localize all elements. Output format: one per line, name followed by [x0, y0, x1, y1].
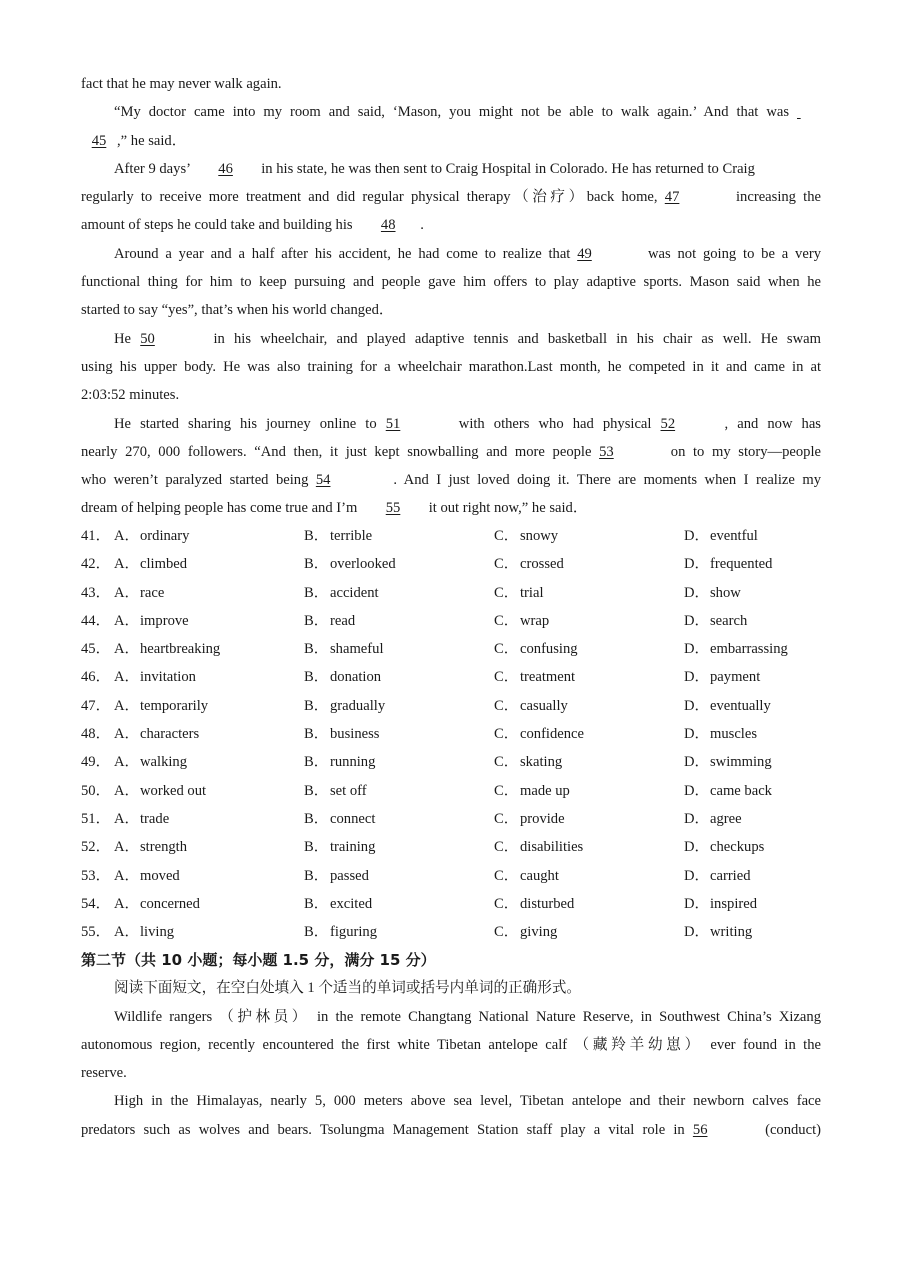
option-text: crossed — [520, 556, 564, 573]
option-text: payment — [710, 669, 761, 686]
option-letter: A． — [114, 895, 140, 912]
passage-line — [81, 466, 821, 494]
blank-45-start — [797, 98, 821, 126]
passage-text: functional thing for him to keep pursuing and people gave him offers to play adaptive sports. Mason said when he — [81, 274, 821, 291]
passage-text: He started sharing his journey online to — [114, 415, 377, 432]
question-number: 41． — [81, 528, 111, 544]
option-text: living — [140, 924, 175, 941]
option-text: casually — [520, 697, 568, 714]
blank-51: 51 — [385, 415, 401, 432]
option-d — [684, 522, 758, 550]
passage-text: 2:03:52 minutes. — [81, 387, 180, 404]
option-row — [81, 862, 841, 890]
passage-text: in his wheelchair, and played adaptive tennis and basketball in his chair as well. He swam — [213, 330, 821, 347]
option-text: excited — [330, 895, 373, 912]
option-letter: D． — [684, 810, 710, 827]
option-a — [114, 522, 189, 550]
option-a — [114, 607, 189, 635]
option-text: came back — [710, 782, 772, 799]
option-b — [304, 805, 375, 833]
option-a — [114, 918, 174, 946]
section-heading: 第二节（共 10 小题；每小题 1.5 分，满分 15 分） — [81, 951, 436, 969]
passage-text: (conduct) — [765, 1121, 821, 1138]
cloze-passage — [81, 70, 821, 523]
option-letter: C． — [494, 726, 519, 743]
option-text: disturbed — [520, 895, 575, 912]
option-row — [81, 918, 841, 946]
option-row — [81, 607, 841, 635]
option-a — [114, 692, 208, 720]
option-text: provide — [520, 810, 565, 827]
question-number: 51． — [81, 810, 111, 827]
question-number: 52． — [81, 839, 111, 856]
option-text: donation — [330, 669, 382, 686]
option-text: overlooked — [330, 556, 396, 573]
option-letter: C． — [494, 924, 519, 941]
option-b — [304, 833, 375, 861]
question-number: 55． — [81, 924, 111, 941]
option-text: confusing — [520, 641, 578, 658]
option-c — [494, 663, 575, 691]
option-row — [81, 579, 841, 607]
passage-line — [81, 325, 821, 353]
passage-text: predators such as wolves and bears. Tsolungma Management Station staff play a vital role in — [81, 1121, 685, 1138]
option-b — [304, 579, 379, 607]
option-text: ordinary — [140, 528, 190, 544]
option-a — [114, 777, 206, 805]
option-text: concerned — [140, 895, 200, 912]
passage-text: started to say “yes”, that’s when his world changed． — [81, 302, 394, 319]
passage-line — [81, 494, 821, 522]
passage-text: Wildlife rangers （护林员） in the remote Changtang National Nature Reserve, in Southwest China’s Xizang — [114, 1008, 821, 1025]
option-letter: B． — [304, 584, 329, 601]
option-text: writing — [710, 924, 753, 941]
option-letter: A． — [114, 782, 140, 799]
option-letter: B． — [304, 867, 329, 884]
passage-text: who weren’t paralyzed started being — [81, 472, 309, 489]
passage-text: After 9 days’ — [114, 160, 190, 177]
option-text: worked out — [140, 782, 207, 799]
option-letter: A． — [114, 810, 140, 827]
option-text: improve — [140, 612, 189, 629]
option-c — [494, 833, 583, 861]
passage-line — [81, 1059, 821, 1087]
option-d — [684, 805, 742, 833]
passage-text: Around a year and a half after his accident, he had come to realize that — [114, 245, 571, 262]
answer-options — [81, 522, 841, 946]
option-letter: A． — [114, 528, 140, 544]
blank-48: 48 — [380, 217, 396, 234]
option-text: confidence — [520, 726, 585, 743]
option-letter: A． — [114, 556, 140, 573]
passage-line — [81, 1116, 821, 1144]
option-letter: B． — [304, 924, 329, 941]
option-d — [684, 607, 747, 635]
question-number: 50． — [81, 782, 111, 799]
option-a — [114, 550, 187, 578]
option-text: temporarily — [140, 697, 209, 714]
option-a — [114, 663, 196, 691]
option-letter: B． — [304, 556, 329, 573]
passage-line — [81, 1087, 821, 1115]
option-c — [494, 522, 558, 550]
option-letter: B． — [304, 612, 329, 629]
option-c — [494, 890, 574, 918]
option-text: accident — [330, 584, 379, 601]
option-row — [81, 550, 841, 578]
option-c — [494, 720, 584, 748]
option-letter: C． — [494, 839, 519, 856]
passage-text: in his state, he was then sent to Craig Hospital in Colorado. He has returned to Craig — [261, 160, 755, 177]
option-text: frequented — [710, 556, 773, 573]
option-c — [494, 862, 559, 890]
question-number: 45． — [81, 641, 111, 658]
option-b — [304, 692, 385, 720]
option-letter: D． — [684, 924, 710, 941]
option-letter: B． — [304, 810, 329, 827]
option-text: search — [710, 612, 748, 629]
option-letter: C． — [494, 697, 519, 714]
option-letter: C． — [494, 641, 519, 658]
passage-text: using his upper body. He was also training for a wheelchair marathon.Last month, he competed in it and came in at — [81, 358, 821, 375]
passage-line — [81, 240, 821, 268]
option-d — [684, 663, 760, 691]
blank-47: 47 — [664, 189, 680, 206]
option-text: invitation — [140, 669, 196, 686]
option-text: figuring — [330, 924, 378, 941]
option-text: skating — [520, 754, 563, 771]
option-letter: A． — [114, 924, 140, 941]
blank-46: 46 — [218, 160, 233, 177]
option-text: embarrassing — [710, 641, 788, 658]
option-c — [494, 777, 570, 805]
passage-text: dream of helping people has come true and I’m — [81, 500, 358, 517]
option-row — [81, 663, 841, 691]
option-text: caught — [520, 867, 559, 884]
option-text: made up — [520, 782, 570, 799]
blank-49: 49 — [577, 245, 592, 262]
option-letter: D． — [684, 782, 710, 799]
option-text: characters — [140, 726, 200, 743]
option-letter: C． — [494, 782, 519, 799]
question-number: 54． — [81, 895, 111, 912]
option-c — [494, 748, 562, 776]
passage-text: increasing the — [736, 189, 822, 206]
option-row — [81, 748, 841, 776]
passage-text: regularly to receive more treatment and did regular physical therapy（治疗）back home, — [81, 189, 658, 206]
passage-line — [81, 268, 821, 296]
passage-text: was not going to be a very — [648, 245, 821, 262]
option-d — [684, 833, 764, 861]
blank-53: 53 — [599, 443, 614, 460]
passage-line — [81, 70, 821, 98]
passage-text: nearly 270, 000 followers. “And then, it just kept snowballing and more people — [81, 443, 592, 460]
option-text: show — [710, 584, 741, 601]
option-text: set off — [330, 782, 367, 799]
blank-52: 52 — [660, 415, 676, 432]
option-letter: D． — [684, 697, 710, 714]
option-a — [114, 805, 169, 833]
option-letter: C． — [494, 612, 519, 629]
passage-text: fact that he may never walk again. — [81, 76, 282, 92]
option-c — [494, 918, 557, 946]
passage-text: He — [114, 330, 132, 347]
option-text: passed — [330, 867, 369, 884]
passage-line — [81, 155, 821, 183]
option-letter: C． — [494, 895, 519, 912]
question-number: 47． — [81, 697, 111, 714]
passage-text: with others who had physical — [458, 415, 652, 432]
option-d — [684, 692, 771, 720]
option-letter: D． — [684, 641, 710, 658]
passage-line — [81, 353, 821, 381]
option-text: race — [140, 584, 165, 601]
option-text: giving — [520, 924, 558, 941]
option-a — [114, 635, 220, 663]
option-letter: D． — [684, 556, 710, 573]
option-letter: A． — [114, 867, 140, 884]
option-row — [81, 833, 841, 861]
option-row — [81, 522, 841, 550]
option-text: snowy — [520, 528, 559, 544]
option-letter: C． — [494, 669, 519, 686]
option-letter: D． — [684, 584, 710, 601]
option-letter: D． — [684, 669, 710, 686]
option-text: climbed — [140, 556, 188, 573]
option-letter: D． — [684, 726, 710, 743]
option-letter: D． — [684, 867, 710, 884]
option-a — [114, 862, 180, 890]
passage-text: amount of steps he could take and building his — [81, 217, 353, 234]
option-letter: D． — [684, 612, 710, 629]
option-d — [684, 777, 772, 805]
option-letter: A． — [114, 754, 140, 771]
option-text: trade — [140, 810, 170, 827]
option-letter: D． — [684, 839, 710, 856]
option-letter: B． — [304, 697, 329, 714]
blank-55: 55 — [385, 500, 401, 517]
option-b — [304, 918, 377, 946]
option-text: walking — [140, 754, 188, 771]
passage-line — [81, 211, 821, 239]
option-a — [114, 833, 187, 861]
option-row — [81, 635, 841, 663]
option-text: gradually — [330, 697, 386, 714]
option-text: moved — [140, 867, 180, 884]
passage-text: , and now has — [724, 415, 821, 432]
option-c — [494, 692, 568, 720]
option-text: agree — [710, 810, 742, 827]
question-number: 53． — [81, 867, 111, 884]
option-text: treatment — [520, 669, 576, 686]
instruction-text: 阅读下面短文，在空白处填入 1 个适当的单词或括号内单词的正确形式。 — [114, 980, 582, 997]
option-letter: A． — [114, 612, 140, 629]
option-a — [114, 720, 199, 748]
passage-line — [81, 183, 821, 211]
option-row — [81, 692, 841, 720]
option-b — [304, 635, 384, 663]
option-b — [304, 748, 375, 776]
option-letter: B． — [304, 641, 329, 658]
option-a — [114, 579, 164, 607]
passage-line — [81, 296, 821, 324]
question-number: 44． — [81, 612, 111, 629]
passage-line — [81, 98, 821, 126]
passage-line — [81, 127, 821, 155]
option-text: shameful — [330, 641, 384, 658]
option-letter: C． — [494, 528, 519, 544]
option-text: strength — [140, 839, 188, 856]
option-c — [494, 579, 544, 607]
option-text: terrible — [330, 528, 373, 544]
option-letter: B． — [304, 726, 329, 743]
option-letter: B． — [304, 754, 329, 771]
option-letter: A． — [114, 641, 140, 658]
option-a — [114, 890, 200, 918]
option-d — [684, 748, 772, 776]
passage-text: ,” he said． — [117, 132, 187, 149]
option-text: eventually — [710, 697, 771, 714]
option-c — [494, 607, 549, 635]
passage-line — [81, 381, 821, 409]
option-text: swimming — [710, 754, 772, 771]
option-text: carried — [710, 867, 751, 884]
option-b — [304, 607, 355, 635]
passage-line — [81, 1003, 821, 1031]
passage-text: autonomous region, recently encountered the first white Tibetan antelope calf （藏羚羊幼崽） ever found in the — [81, 1036, 821, 1053]
option-text: heartbreaking — [140, 641, 221, 658]
option-letter: C． — [494, 867, 519, 884]
option-letter: D． — [684, 895, 710, 912]
option-letter: A． — [114, 839, 140, 856]
option-d — [684, 579, 741, 607]
passage-line — [81, 1031, 821, 1059]
option-letter: B． — [304, 669, 329, 686]
option-text: business — [330, 726, 380, 743]
passage-text: reserve. — [81, 1065, 127, 1082]
option-letter: B． — [304, 528, 329, 544]
option-c — [494, 805, 565, 833]
passage-line — [81, 410, 821, 438]
blank-50: 50 — [140, 330, 155, 347]
option-letter: C． — [494, 584, 519, 601]
option-letter: A． — [114, 669, 140, 686]
option-d — [684, 720, 757, 748]
option-b — [304, 663, 381, 691]
option-text: wrap — [520, 612, 550, 629]
option-text: checkups — [710, 839, 765, 856]
option-letter: C． — [494, 810, 519, 827]
section-two — [81, 946, 821, 1144]
option-row — [81, 777, 841, 805]
passage-text: High in the Himalayas, nearly 5, 000 meters above sea level, Tibetan antelope and their newborn calves face — [114, 1093, 821, 1110]
option-row — [81, 720, 841, 748]
option-letter: A． — [114, 726, 140, 743]
question-number: 43． — [81, 584, 111, 601]
option-c — [494, 550, 564, 578]
blank-54: 54 — [315, 472, 331, 489]
passage-text: it out right now,” he said． — [428, 500, 588, 517]
option-row — [81, 890, 841, 918]
blank-56: 56 — [692, 1121, 708, 1138]
option-text: muscles — [710, 726, 758, 743]
option-a — [114, 748, 187, 776]
option-letter: D． — [684, 528, 710, 544]
passage-text: “My doctor came into my room and said, ‘Mason, you might not be able to walk again.’ And that was — [114, 104, 790, 121]
option-b — [304, 890, 372, 918]
option-letter: C． — [494, 754, 519, 771]
option-d — [684, 550, 772, 578]
blank-45: 45 — [91, 132, 107, 149]
passage-text: . — [420, 217, 424, 234]
option-text: trial — [520, 584, 544, 601]
option-d — [684, 635, 788, 663]
question-number: 46． — [81, 669, 111, 686]
question-number: 42． — [81, 556, 111, 573]
option-text: training — [330, 839, 376, 856]
option-d — [684, 918, 752, 946]
option-b — [304, 720, 379, 748]
option-text: read — [330, 612, 356, 629]
option-letter: C． — [494, 556, 519, 573]
question-number: 49． — [81, 754, 111, 771]
option-text: inspired — [710, 895, 758, 912]
section-instruction — [81, 974, 821, 1002]
option-letter: B． — [304, 839, 329, 856]
option-letter: A． — [114, 584, 140, 601]
option-letter: B． — [304, 895, 329, 912]
option-b — [304, 522, 372, 550]
option-d — [684, 862, 751, 890]
option-row — [81, 805, 841, 833]
option-letter: B． — [304, 782, 329, 799]
option-c — [494, 635, 578, 663]
passage-text: on to my story—people — [670, 443, 821, 460]
option-text: eventful — [710, 528, 758, 544]
option-b — [304, 862, 369, 890]
option-b — [304, 550, 396, 578]
option-text: connect — [330, 810, 376, 827]
option-letter: D． — [684, 754, 710, 771]
option-text: running — [330, 754, 376, 771]
option-letter: A． — [114, 697, 140, 714]
passage-line — [81, 438, 821, 466]
question-number: 48． — [81, 726, 111, 743]
passage-text: . And I just loved doing it. There are moments when I realize my — [393, 472, 821, 489]
option-text: disabilities — [520, 839, 584, 856]
option-b — [304, 777, 367, 805]
option-d — [684, 890, 757, 918]
